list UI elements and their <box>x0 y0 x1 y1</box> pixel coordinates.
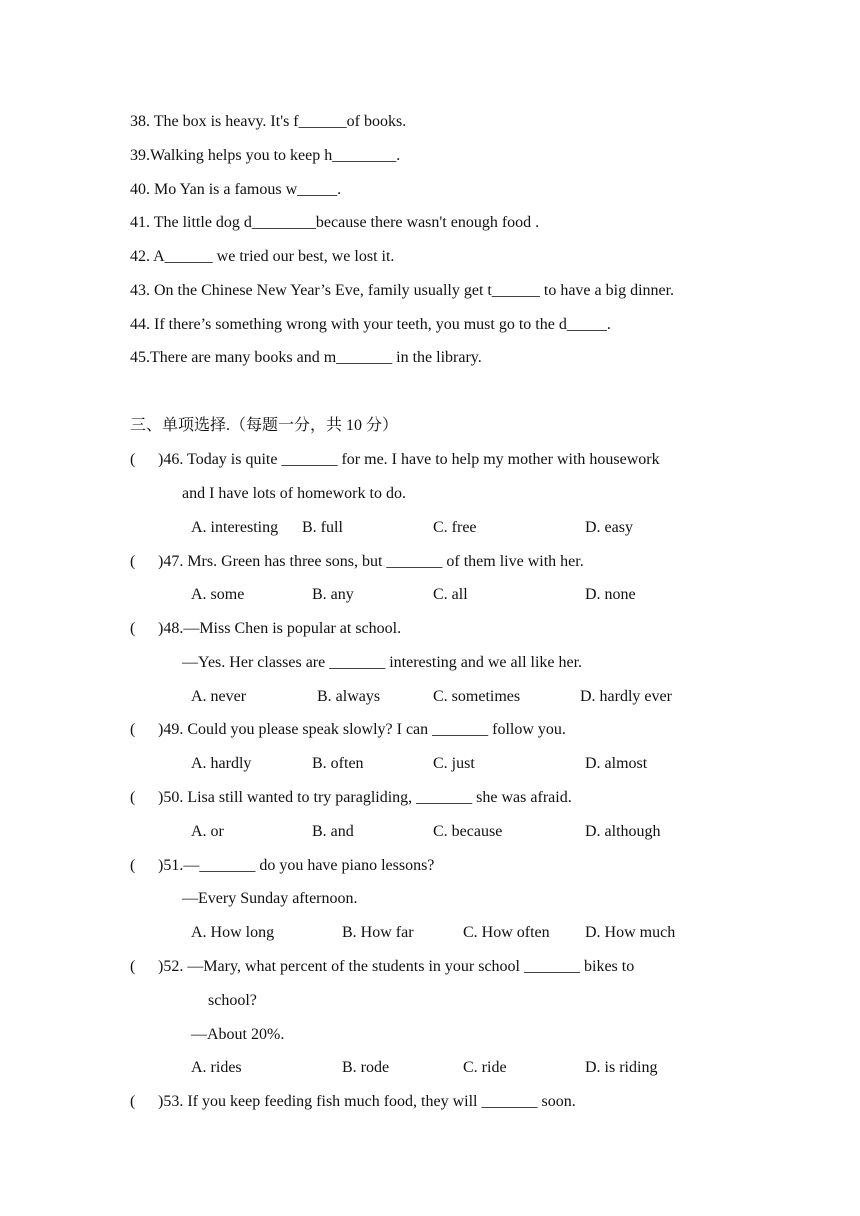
option-47-b: B. any <box>312 586 354 603</box>
option-47-a: A. some <box>191 586 245 603</box>
option-47-d: D. none <box>585 586 636 603</box>
question-44: 44. If there’s something wrong with your teeth, you must go to the d_____. <box>130 316 611 333</box>
question-51-stem: ( )51.—_______ do you have piano lessons? <box>130 857 435 874</box>
question-39: 39.Walking helps you to keep h________. <box>130 147 401 164</box>
answer-paren: ( <box>130 620 136 637</box>
question-48-stem: ( )48.—Miss Chen is popular at school. <box>130 620 402 637</box>
option-48-b: B. always <box>317 688 381 705</box>
question-40: 40. Mo Yan is a famous w_____. <box>130 181 342 198</box>
question-50-stem: ( )50. Lisa still wanted to try paragliding, _______ she was afraid. <box>130 789 572 806</box>
question-45: 45.There are many books and m_______ in the library. <box>130 349 482 366</box>
option-46-c: C. free <box>433 519 477 536</box>
option-52-a: A. rides <box>191 1059 242 1076</box>
option-46-d: D. easy <box>585 519 633 536</box>
answer-paren: ( <box>130 857 136 874</box>
option-48-a: A. never <box>191 688 247 705</box>
option-50-d: D. although <box>585 823 661 840</box>
option-50-a: A. or <box>191 823 224 840</box>
option-46-a: A. interesting <box>191 519 279 536</box>
option-51-d: D. How much <box>585 924 676 941</box>
question-38: 38. The box is heavy. It's f______of books. <box>130 113 407 130</box>
section-title: 三、单项选择.（每题一分，共 10 分） <box>130 417 399 434</box>
option-52-b: B. rode <box>342 1059 390 1076</box>
option-48-c: C. sometimes <box>433 688 521 705</box>
option-50-b: B. and <box>312 823 354 840</box>
option-51-a: A. How long <box>191 924 275 941</box>
question-53-stem: ( )53. If you keep feeding fish much food, they will _______ soon. <box>130 1093 576 1110</box>
option-49-a: A. hardly <box>191 755 252 772</box>
option-49-d: D. almost <box>585 755 648 772</box>
option-46-b: B. full <box>302 519 343 536</box>
option-49-c: C. just <box>433 755 475 772</box>
question-49-stem: ( )49. Could you please speak slowly? I can _______ follow you. <box>130 721 566 738</box>
answer-paren: ( <box>130 789 136 806</box>
question-47-stem: ( )47. Mrs. Green has three sons, but _______ of them live with her. <box>130 553 584 570</box>
question-46-stem: ( )46. Today is quite _______ for me. I have to help my mother with housework <box>130 451 660 468</box>
option-47-c: C. all <box>433 586 468 603</box>
answer-paren: ( <box>130 1093 136 1110</box>
question-51-continuation: —Every Sunday afternoon. <box>182 890 358 907</box>
answer-paren: ( <box>130 451 136 468</box>
question-48-continuation: —Yes. Her classes are _______ interesting and we all like her. <box>182 654 583 671</box>
question-41: 41. The little dog d________because there wasn't enough food . <box>130 214 540 231</box>
question-52-answer-line: —About 20%. <box>191 1026 285 1043</box>
answer-paren: ( <box>130 721 136 738</box>
option-50-c: C. because <box>433 823 503 840</box>
option-51-b: B. How far <box>342 924 414 941</box>
question-52-stem: ( )52. —Mary, what percent of the students in your school _______ bikes to <box>130 958 635 975</box>
answer-paren: ( <box>130 958 136 975</box>
question-46-continuation: and I have lots of homework to do. <box>182 485 406 502</box>
question-52-continuation: school? <box>208 992 257 1009</box>
option-52-c: C. ride <box>463 1059 507 1076</box>
option-48-d: D. hardly ever <box>580 688 672 705</box>
answer-paren: ( <box>130 553 136 570</box>
question-43: 43. On the Chinese New Year’s Eve, family usually get t______ to have a big dinner. <box>130 282 675 299</box>
question-42: 42. A______ we tried our best, we lost it. <box>130 248 395 265</box>
option-51-c: C. How often <box>463 924 550 941</box>
option-49-b: B. often <box>312 755 364 772</box>
option-52-d: D. is riding <box>585 1059 658 1076</box>
